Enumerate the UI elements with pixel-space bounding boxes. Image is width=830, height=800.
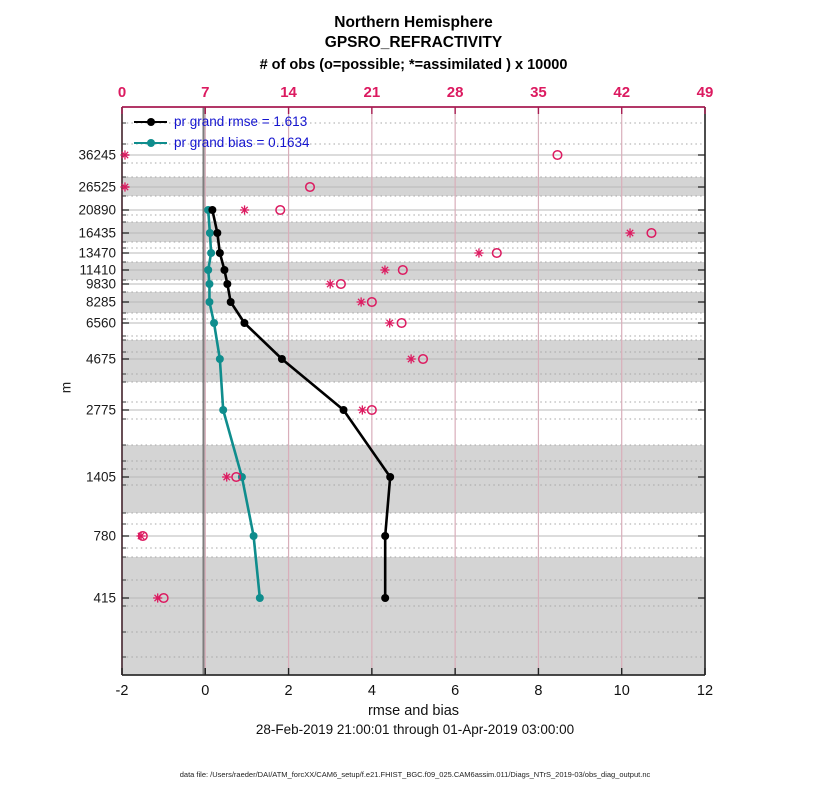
x-axis-label: rmse and bias <box>367 703 460 719</box>
bias-curve-point <box>205 280 213 288</box>
assimilated-asterisk-marker <box>136 531 145 540</box>
level-tick-label: 8285 <box>85 294 116 310</box>
bias-curve-point <box>210 319 218 327</box>
level-tick-label: 6560 <box>85 315 116 331</box>
legend <box>134 111 309 153</box>
rmse-curve-point <box>213 229 221 237</box>
rmse-curve-point <box>240 319 248 327</box>
rmse-curve-point <box>220 266 228 274</box>
level-tick-label: 415 <box>93 590 116 606</box>
bottom-tick-label: -2 <box>115 683 129 699</box>
bias-curve-point <box>206 229 214 237</box>
chart-title-line2: GPSRO_REFRACTIVITY <box>324 34 503 51</box>
rmse-curve-point <box>223 280 231 288</box>
top-tick-label: 0 <box>117 84 127 101</box>
bias-curve-point <box>207 249 215 257</box>
top-tick-label: 42 <box>613 84 631 101</box>
bias-curve-point <box>250 532 258 540</box>
y-axis-label: m <box>58 381 74 394</box>
rmse-curve-point <box>278 355 286 363</box>
level-tick-label: 16435 <box>78 225 116 241</box>
bias-curve-point <box>256 594 264 602</box>
date-range-subtitle: 28-Feb-2019 21:00:01 through 01-Apr-2019 03:00:00 <box>255 722 575 737</box>
rmse-curve-point <box>227 298 235 306</box>
bottom-tick-label: 10 <box>613 683 630 699</box>
legend-label-bias: pr grand bias = 0.1634 <box>174 135 310 150</box>
level-tick-label: 1405 <box>85 469 116 485</box>
legend-label-rmse: pr grand rmse = 1.613 <box>174 114 308 129</box>
legend-line-sample-bias <box>134 138 167 147</box>
top-tick-label: 28 <box>446 84 464 101</box>
bias-curve-point <box>219 406 227 414</box>
bias-curve-point <box>204 266 212 274</box>
level-tick-label: 26525 <box>78 179 116 195</box>
level-tick-label: 4675 <box>85 351 116 367</box>
layer-band <box>122 445 705 513</box>
assimilated-asterisk-marker <box>358 405 367 414</box>
assimilated-asterisk-marker <box>240 205 249 214</box>
chart-title-line1: Northern Hemisphere <box>334 14 493 31</box>
rmse-curve-point <box>216 249 224 257</box>
level-tick-label: 2775 <box>85 402 116 418</box>
rmse-curve-point <box>340 406 348 414</box>
level-tick-label: 20890 <box>78 202 116 218</box>
level-tick-label: 780 <box>93 528 116 544</box>
bottom-tick-label: 8 <box>534 683 543 699</box>
rmse-curve-point <box>386 473 394 481</box>
top-tick-label: 14 <box>280 84 297 101</box>
assimilated-asterisk-marker <box>385 318 394 327</box>
bottom-tick-label: 6 <box>451 683 460 699</box>
legend-line-sample-rmse <box>134 117 167 126</box>
bottom-tick-label: 4 <box>367 683 376 699</box>
rmse-curve-point <box>381 532 389 540</box>
bias-curve-point <box>205 298 213 306</box>
bias-curve-point <box>216 355 224 363</box>
legend-item-rmse <box>134 111 309 132</box>
bottom-tick-label: 2 <box>284 683 293 699</box>
bottom-tick-label: 0 <box>201 683 210 699</box>
level-tick-label: 13470 <box>78 245 116 261</box>
top-tick-label: 21 <box>363 84 381 101</box>
bottom-tick-label: 12 <box>696 683 714 699</box>
legend-item-bias <box>134 132 309 153</box>
top-tick-label: 35 <box>530 84 547 101</box>
top-axis-label: # of obs (o=possible; *=assimilated ) x 10000 <box>259 57 568 73</box>
assimilated-asterisk-marker <box>474 248 483 257</box>
top-tick-label: 49 <box>696 84 714 101</box>
rmse-curve-point <box>208 206 216 214</box>
rmse-curve-point <box>381 594 389 602</box>
level-tick-label: 9830 <box>85 276 116 292</box>
level-tick-label: 11410 <box>79 262 116 278</box>
top-tick-label: 7 <box>201 84 210 101</box>
level-tick-label: 36245 <box>78 147 116 163</box>
data-file-path: data file: /Users/raeder/DAI/ATM_forcXX/CAM6_setup/f.e21.FHIST_BGC.f09_025.CAM6assim.011/Diags_NTrS_2019-03/obs_diag_output.nc <box>179 770 651 779</box>
assimilated-asterisk-marker <box>326 279 335 288</box>
